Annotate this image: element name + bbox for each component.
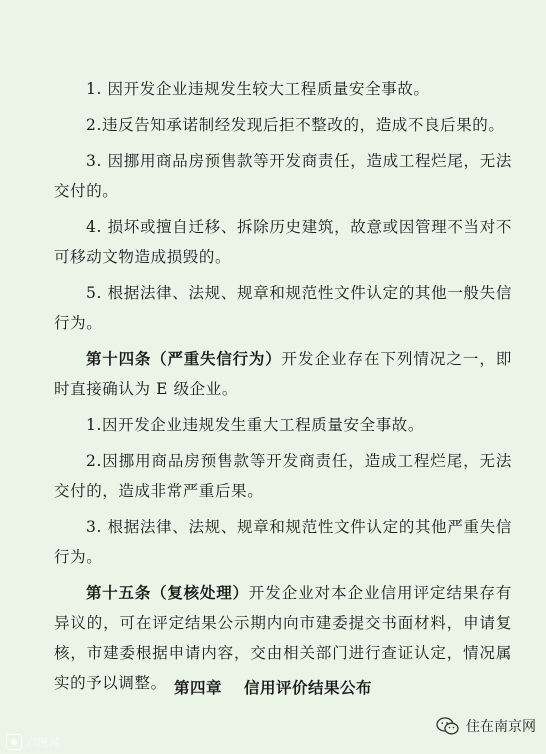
watermark-right-text: 住在南京网 xyxy=(466,719,536,735)
list-item: 5. 根据法律、法规、规章和规范性文件认定的其他一般失信行为。 xyxy=(54,284,512,332)
list-item: 1.因开发企业违规发生重大工程质量安全事故。 xyxy=(86,416,424,434)
chapter-number: 第四章 xyxy=(173,679,222,697)
watermark-left-text: 六图网 xyxy=(26,736,60,749)
list-item: 2.违反告知承诺制经发现后拒不整改的，造成不良后果的。 xyxy=(86,116,505,134)
article-15-text: 开发企业对本企业信用评定结果存有异议的，可在评定结果公示期内向市建委提交书面材料，申请复核，市建委根据申请内容，交由相关部门进行查证认定，情况属实的予以调整。 xyxy=(54,584,512,692)
chapter-title: 信用评价结果公布 xyxy=(244,679,373,697)
list-item: 3. 根据法律、法规、规章和规范性文件认定的其他严重失信行为。 xyxy=(54,518,512,566)
list-item: 2.因挪用商品房预售款等开发商责任，造成工程烂尾，无法交付的，造成非常严重后果。 xyxy=(54,452,512,500)
image-watermark xyxy=(6,734,60,750)
list-item: 1. 因开发企业违规发生较大工程质量安全事故。 xyxy=(86,80,430,98)
article-14-text: 开发企业存在下列情况之一，即时直接确认为 E 级企业。 xyxy=(54,350,512,398)
document-body xyxy=(54,74,512,704)
list-item: 3. 因挪用商品房预售款等开发商责任，造成工程烂尾，无法交付的。 xyxy=(54,152,512,200)
article-15-title: 第十五条（复核处理） xyxy=(86,584,249,602)
list-item: 4. 损坏或擅自迁移、拆除历史建筑，故意或因管理不当对不可移动文物造成损毁的。 xyxy=(54,218,512,266)
article-14-title: 第十四条（严重失信行为） xyxy=(86,350,282,368)
chapter-heading xyxy=(0,676,546,698)
wechat-icon xyxy=(436,717,460,735)
wechat-watermark xyxy=(436,716,536,736)
article-14 xyxy=(54,344,512,404)
watermark-logo-icon xyxy=(6,734,22,750)
